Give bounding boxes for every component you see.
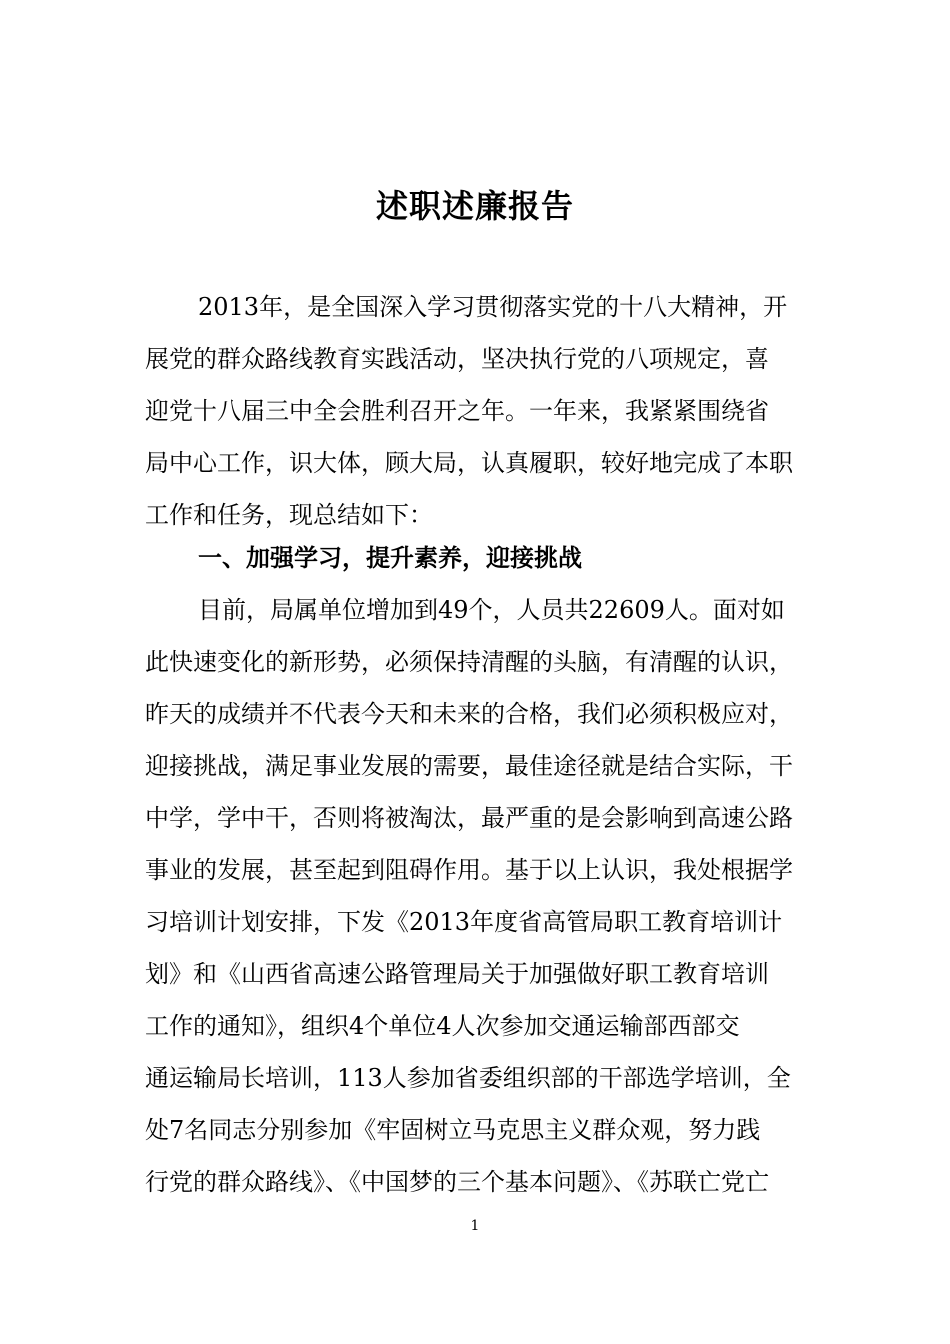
paragraph-2-line-7: 习培训计划安排，下发《2013年度省高管局职工教育培训计 — [145, 908, 783, 936]
paragraph-1-line-2: 展党的群众路线教育实践活动，坚决执行党的八项规定，喜 — [145, 345, 769, 373]
paragraph-2-line-4: 迎接挑战，满足事业发展的需要，最佳途径就是结合实际，干 — [145, 752, 793, 780]
paragraph-2-line-9: 工作的通知》，组织4个单位4人次参加交通运输部西部交 — [145, 1012, 740, 1040]
paragraph-2-line-2: 此快速变化的新形势，必须保持清醒的头脑，有清醒的认识， — [145, 648, 793, 676]
document-title: 述职述廉报告 — [375, 187, 574, 225]
paragraph-2-line-12: 行党的群众路线》、《中国梦的三个基本问题》、《苏联亡党亡 — [145, 1168, 769, 1196]
paragraph-2-line-11: 处7名同志分别参加《牢固树立马克思主义群众观，努力践 — [145, 1116, 761, 1144]
section-heading-1: 一、加强学习，提升素养，迎接挑战 — [198, 544, 582, 572]
paragraph-1-line-4: 局中心工作，识大体，顾大局，认真履职，较好地完成了本职 — [145, 449, 793, 477]
paragraph-1-line-1: 2013年，是全国深入学习贯彻落实党的十八大精神，开 — [198, 293, 788, 321]
paragraph-2-line-3: 昨天的成绩并不代表今天和未来的合格，我们必须积极应对， — [145, 700, 793, 728]
paragraph-2-line-5: 中学，学中干，否则将被淘汰，最严重的是会影响到高速公路 — [145, 804, 793, 832]
page-number: 1 — [470, 1218, 480, 1234]
paragraph-2-line-10: 通运输局长培训，113人参加省委组织部的干部选学培训，全 — [145, 1064, 791, 1092]
paragraph-2-line-1: 目前，局属单位增加到49个，人员共22609人。面对如 — [198, 596, 785, 624]
paragraph-1-line-5: 工作和任务，现总结如下： — [145, 501, 433, 529]
paragraph-2-line-6: 事业的发展，甚至起到阻碍作用。基于以上认识，我处根据学 — [145, 856, 793, 884]
paragraph-2-line-8: 划》和《山西省高速公路管理局关于加强做好职工教育培训 — [145, 960, 769, 988]
paragraph-1-line-3: 迎党十八届三中全会胜利召开之年。一年来，我紧紧围绕省 — [145, 397, 769, 425]
